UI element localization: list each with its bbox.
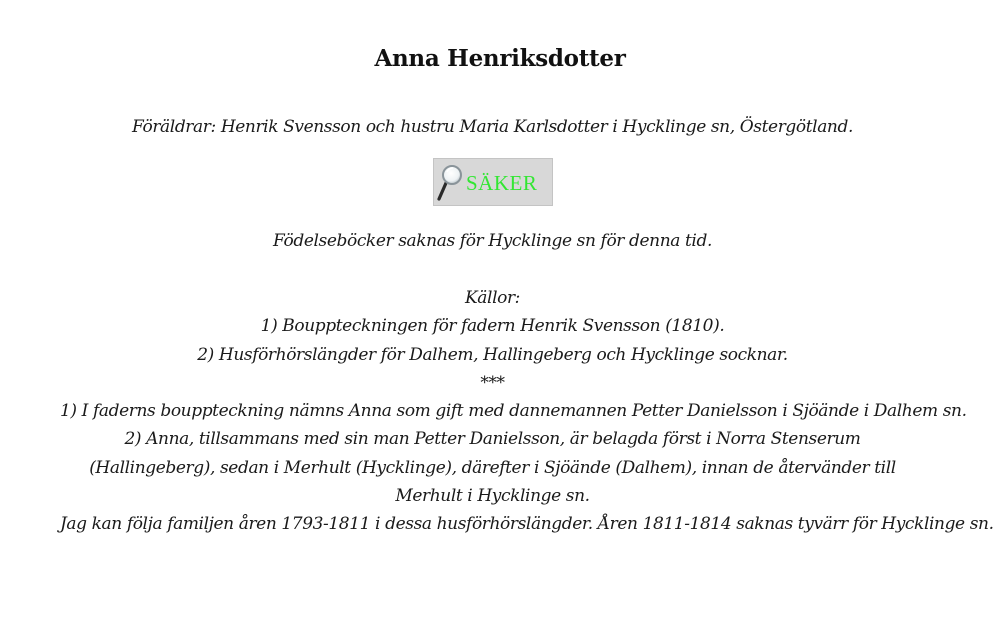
note-item: Jag kan följa familjen åren 1793-1811 i dessa husförhörslängder. Åren 1811-1814 saknas tyvärr för Hycklinge sn. <box>60 514 994 535</box>
source-item: 1) Bouppteckningen för fadern Henrik Svensson (1810). <box>260 316 725 337</box>
parents-line: Föräldrar: Henrik Svensson och hustru Maria Karlsdotter i Hycklinge sn, Östergötland. <box>132 117 853 137</box>
magnifying-glass-icon <box>436 164 466 202</box>
certainty-badge <box>433 158 553 206</box>
note-item: 1) I faderns bouppteckning nämns Anna som gift med dannemannen Petter Danielsson i Sjöände i Dalhem sn. <box>60 401 967 422</box>
certainty-label: SÄKER <box>466 171 538 195</box>
page-title: Anna Henriksdotter <box>374 45 626 72</box>
source-item: 2) Husförhörslängder för Dalhem, Hallingeberg och Hycklinge socknar. <box>197 344 788 365</box>
note-item: 2) Anna, tillsammans med sin man Petter Danielsson, är belagda först i Norra Stenserum (Hallingeberg), sedan i Merhult (Hycklinge), därefter i Sjöände (Dalhem), innan de återvänder till Merhult i Hycklinge sn. <box>89 429 896 507</box>
sources-heading: Källor: <box>465 288 520 308</box>
sources-and-notes <box>60 284 994 539</box>
separator: *** <box>480 372 505 393</box>
births-note: Födelseböcker saknas för Hycklinge sn för denna tid. <box>273 231 712 251</box>
